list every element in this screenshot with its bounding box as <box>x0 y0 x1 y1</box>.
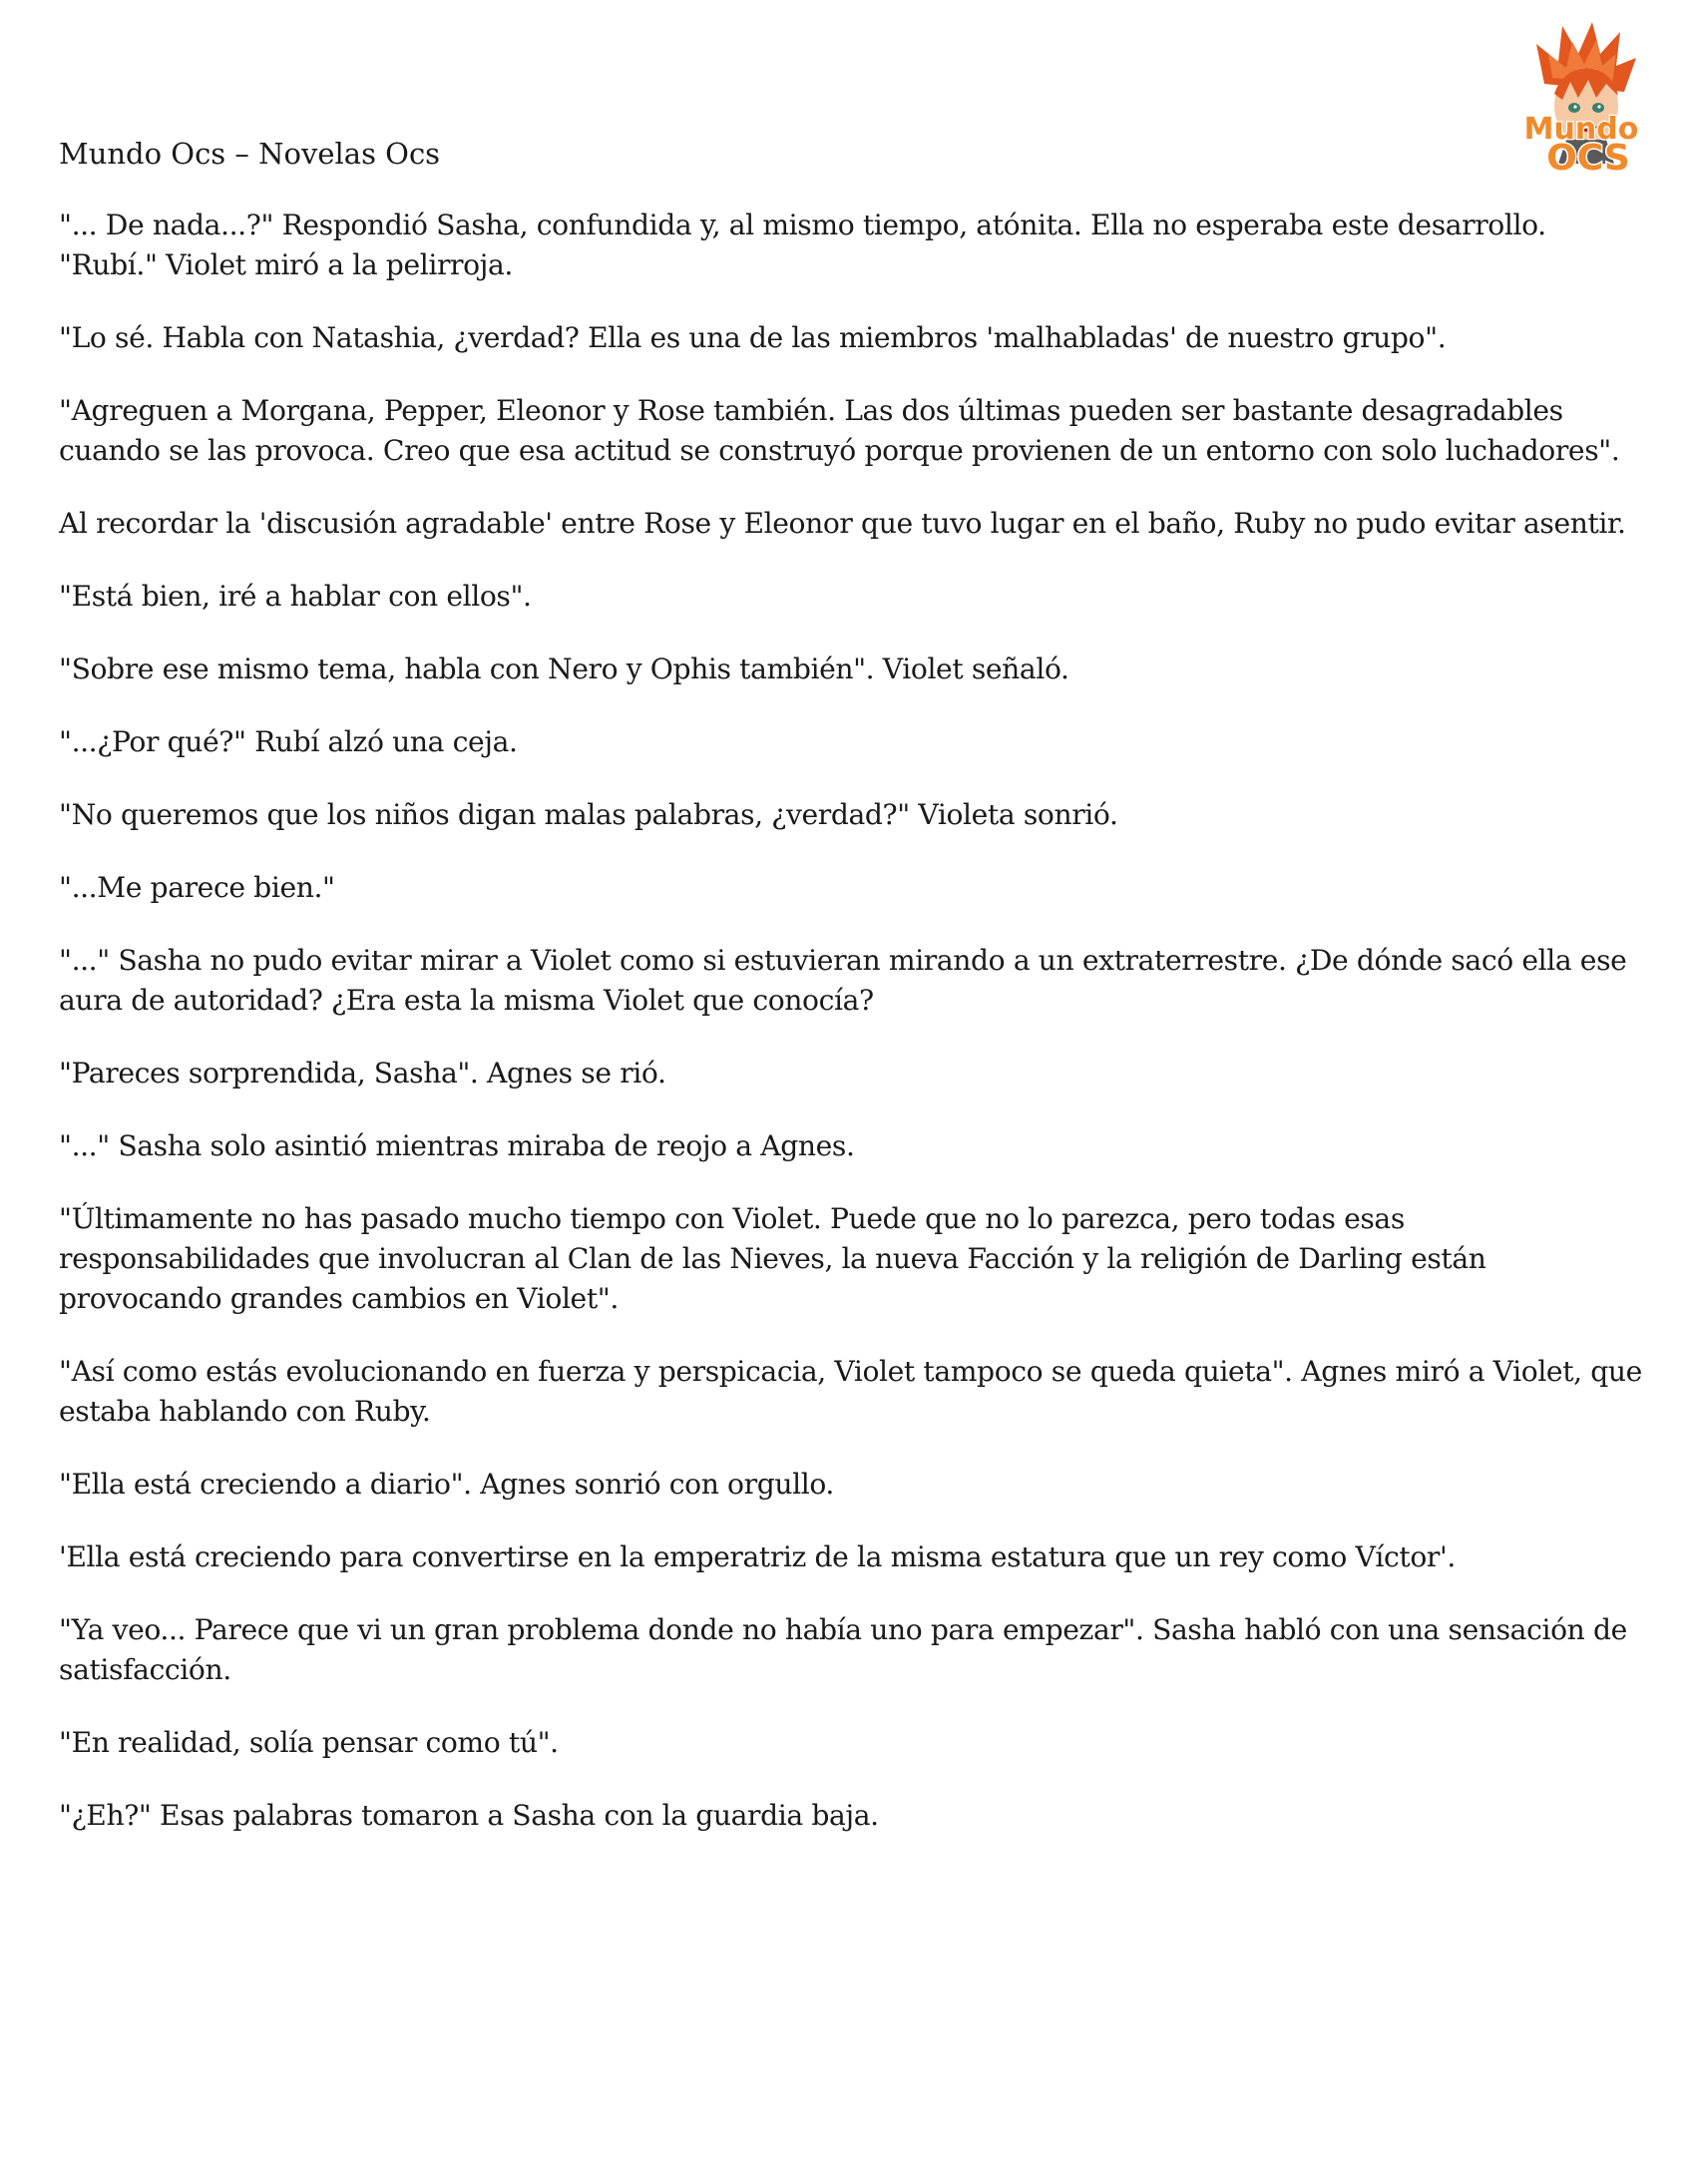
paragraph: "..." Sasha no pudo evitar mirar a Violet como si estuvieran mirando a un extraterrestre. ¿De dónde sacó ella ese aura de autoridad? ¿Era esta la misma Violet que conocía? <box>59 944 1627 1017</box>
svg-text:OCS: OCS <box>1546 138 1630 179</box>
paragraph: "... De nada...?" Respondió Sasha, confundida y, al mismo tiempo, atónita. Ella no esperaba este desarrollo. "Rubí." Violet miró a la pelirroja. <box>59 209 1546 281</box>
paragraph: "Últimamente no has pasado mucho tiempo con Violet. Puede que no lo parezca, pero todas esas responsabilidades que involucran al Clan de las Nieves, la nueva Facción y la religión de Darling están provocando grandes cambios en Violet". <box>59 1202 1486 1315</box>
paragraph: "Está bien, iré a hablar con ellos". <box>59 580 532 613</box>
paragraph: Al recordar la 'discusión agradable' entre Rose y Eleonor que tuvo lugar en el baño, Ruby no pudo evitar asentir. <box>59 507 1626 540</box>
document-body <box>59 206 1645 1869</box>
paragraph: "Sobre ese mismo tema, habla con Nero y Ophis también". Violet señaló. <box>59 653 1069 685</box>
paragraph: "Ya veo... Parece que vi un gran problema donde no había uno para empezar". Sasha habló con una sensación de satisfacción. <box>59 1613 1627 1686</box>
paragraph: "...¿Por qué?" Rubí alzó una ceja. <box>59 725 518 758</box>
paragraph: "Así como estás evolucionando en fuerza y perspicacia, Violet tampoco se queda quieta". Agnes miró a Violet, que estaba hablando con Ruby. <box>59 1355 1642 1428</box>
svg-text:Mundo: Mundo <box>1523 112 1639 147</box>
paragraph: "Pareces sorprendida, Sasha". Agnes se rió. <box>59 1057 666 1090</box>
document-header: Mundo Ocs – Novelas Ocs <box>59 137 441 171</box>
paragraph: "En realidad, solía pensar como tú". <box>59 1726 559 1759</box>
paragraph: "Lo sé. Habla con Natashia, ¿verdad? Ella es una de las miembros 'malhabladas' de nuestro grupo". <box>59 321 1447 354</box>
paragraph: "Agreguen a Morgana, Pepper, Eleonor y Rose también. Las dos últimas pueden ser bastante desagradables cuando se las provoca. Creo que esa actitud se construyó porque provienen de un entorno con solo luchadores". <box>59 394 1620 467</box>
paragraph: "Ella está creciendo a diario". Agnes sonrió con orgullo. <box>59 1468 834 1501</box>
mundo-ocs-logo <box>1496 14 1666 184</box>
paragraph: "No queremos que los niños digan malas palabras, ¿verdad?" Violeta sonrió. <box>59 798 1118 831</box>
paragraph: "...Me parece bien." <box>59 871 335 904</box>
paragraph: "..." Sasha solo asintió mientras miraba de reojo a Agnes. <box>59 1129 855 1162</box>
paragraph: "¿Eh?" Esas palabras tomaron a Sasha con la guardia baja. <box>59 1799 879 1832</box>
paragraph: 'Ella está creciendo para convertirse en la emperatriz de la misma estatura que un rey como Víctor'. <box>59 1540 1456 1573</box>
